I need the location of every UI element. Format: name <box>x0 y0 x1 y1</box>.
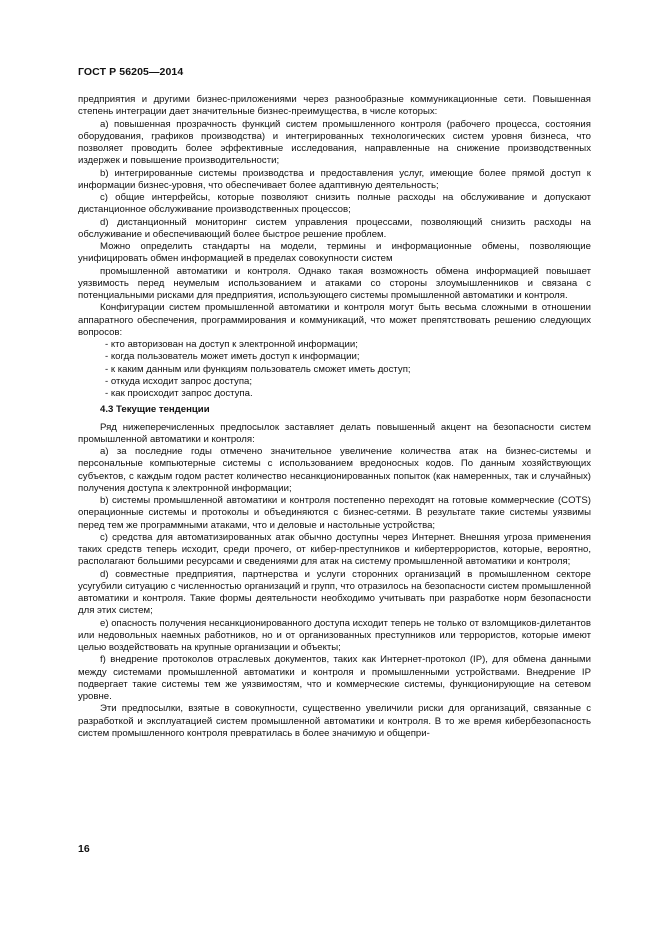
list-item: b) интегрированные системы производства и предоставления услуг, имеющие более прямой доступ к информации бизнес-уровня, что обеспечивает более адаптивную деятельность; <box>78 167 591 191</box>
bullet-item: - к каким данным или функциям пользователь сможет иметь доступ; <box>105 363 411 375</box>
page-number: 16 <box>78 843 90 855</box>
bullet-item: - когда пользователь может иметь доступ к информации; <box>105 351 360 363</box>
list-item: c) общие интерфейсы, которые позволяют снизить полные расходы на обслуживание и допускают дистанционное обслуживание производственных процессов; <box>78 192 591 216</box>
bullet-item: - откуда исходит запрос доступа; <box>105 375 253 387</box>
paragraph: Можно определить стандарты на модели, термины и информационные обмены, позволяющие унифицировать обмен информацией в пределах совокупности систем <box>78 241 591 265</box>
paragraph: Ряд нижеперечисленных предпосылок заставляет делать повышенный акцент на безопасности систем промышленной автоматики и контроля: <box>78 421 591 445</box>
bullet-item: - кто авторизован на доступ к электронной информации; <box>105 339 358 350</box>
list-item: f) внедрение протоколов отраслевых документов, таких как Интернет-протокол (IP), для обмена данными между системами промышленной автоматики и контроля и промышленными устройствами. Внедрение IP подвергает такие системы тем же уязвимостям, что и коммерческие системы, функционирующие на сетевом уровне. <box>78 654 591 702</box>
list-item: b) системы промышленной автоматики и контроля постепенно переходят на готовые коммерческие (COTS) операционные системы и протоколы и объединяются с бизнес-сетями. В результате такие системы уязвимы перед тем же программными атаками, что и деловые и настольные устройства; <box>78 495 591 531</box>
list-item: a) повышенная прозрачность функций систем промышленного контроля (рабочего процесса, состояния оборудования, графиков производства) и интегрированных технологических систем уровня бизнеса, что позволяет проводить более эффективные исследования, направленные на снижение производственных издержек и повышение производительности; <box>78 118 591 167</box>
list-item: a) за последние годы отмечено значительное увеличение количества атак на бизнес-системы и персональные компьютерные системы с использованием вредоносных кодов. По данным хозяйствующих субъектов, с каждым годом растет количество несанкционированных попыток (как намеренных, так и случайных) получения доступа к электронной информации; <box>78 446 591 494</box>
document-body <box>78 94 591 740</box>
paragraph: промышленной автоматики и контроля. Однако такая возможность обмена информацией повышает уязвимость перед неумелым использованием и атаками со стороны злоумышленников и связана с потенциальными рисками для предприятия, использующего системы промышленной автоматики и контроля. <box>78 265 591 301</box>
document-header: ГОСТ Р 56205—2014 <box>78 66 184 78</box>
section-heading: 4.3 Текущие тенденции <box>100 404 210 416</box>
list-item: d) дистанционный мониторинг систем управления процессами, позволяющий снизить расходы на обслуживание и обеспечивающий более быстрое решение проблем. <box>78 216 591 240</box>
paragraph: предприятия и другими бизнес-приложениями через разнообразные коммуникационные сети. Повышенная степень интеграции дает значительные бизнес-преимущества, в числе которых: <box>78 94 591 118</box>
bullet-item: - как происходит запрос доступа. <box>105 388 253 399</box>
list-item: e) опасность получения несанкционированного доступа исходит теперь не только от взломщиков-дилетантов или недовольных наемных работников, но и от организованных преступников или террористов, которые имеют целью воздействовать на крупные организации и объекты; <box>78 617 591 653</box>
paragraph: Эти предпосылки, взятые в совокупности, существенно увеличили риски для организаций, связанные с разработкой и эксплуатацией систем промышленной автоматики и контроля. В то же время кибербезопасность систем промышленного контроля превратилась в более значимую и общепри- <box>78 703 591 739</box>
list-item: d) совместные предприятия, партнерства и услуги сторонних организаций в промышленном секторе усугубили ситуацию с численностью организаций и групп, что отразилось на безопасности систем промышленной автоматики и контроля. Такие формы деятельности необходимо учитывать при разработке норм безопасности для этих систем; <box>78 568 591 617</box>
list-item: c) средства для автоматизированных атак обычно доступны через Интернет. Внешняя угроза применения таких средств теперь исходит, среди прочего, от кибер-преступников и кибертеррористов, которые, вероятно, располагают большими ресурсами и сведениями для атак на систему промышленной автоматики и контроля; <box>78 531 591 568</box>
paragraph: Конфигурации систем промышленной автоматики и контроля могут быть весьма сложными в отношении аппаратного обеспечения, программирования и коммуникаций, что может препятствовать решению следующих вопросов: <box>78 302 591 338</box>
